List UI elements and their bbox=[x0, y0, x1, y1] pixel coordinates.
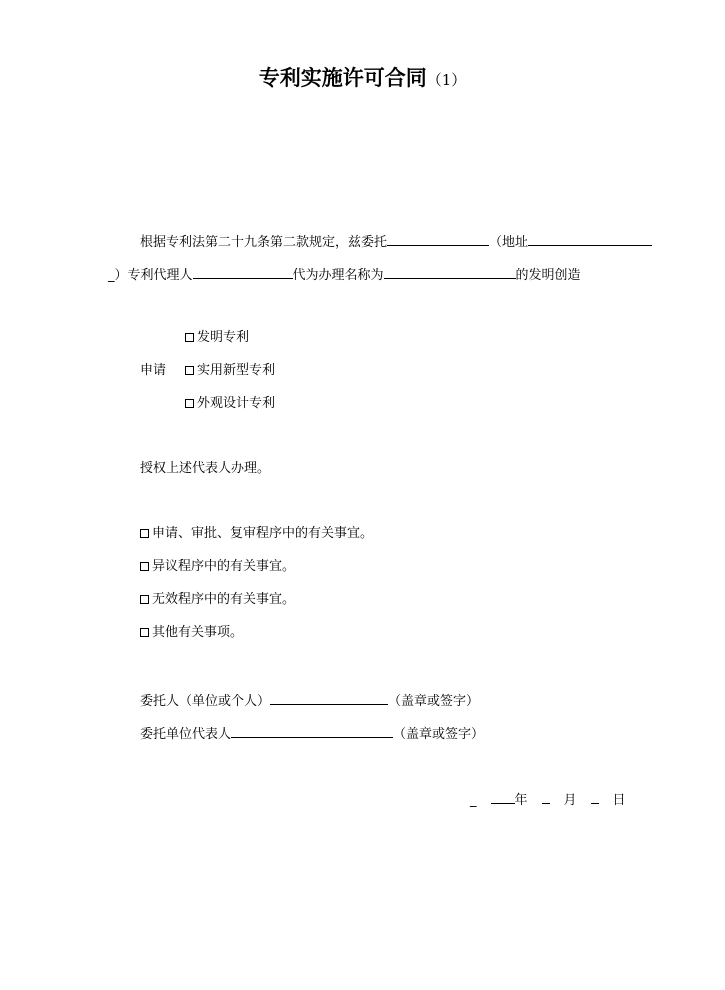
checkbox-icon[interactable] bbox=[140, 628, 149, 637]
year-blank[interactable] bbox=[491, 790, 515, 804]
matter-label: 申请、审批、复审程序中的有关事宜。 bbox=[152, 526, 374, 541]
title-main: 专利实施许可合同 bbox=[258, 65, 427, 90]
authorization-text: 授权上述代表人办理。 bbox=[140, 461, 271, 476]
principal-signature-blank[interactable] bbox=[270, 691, 388, 705]
agent-name-blank[interactable] bbox=[193, 265, 293, 279]
invention-name-blank[interactable] bbox=[384, 265, 516, 279]
matter-label: 其他有关事项。 bbox=[152, 625, 244, 640]
matter-review[interactable] bbox=[140, 527, 373, 540]
seal-note: （盖章或签字） bbox=[393, 727, 485, 742]
day-label: 日 bbox=[612, 793, 626, 808]
title-number: （1） bbox=[426, 71, 467, 89]
seal-note: （盖章或签字） bbox=[388, 694, 480, 709]
checkbox-icon[interactable] bbox=[185, 333, 194, 342]
matter-opposition[interactable] bbox=[140, 560, 295, 573]
invention-suffix: 的发明创造 bbox=[515, 268, 581, 283]
representative-signature-blank[interactable] bbox=[231, 724, 393, 738]
representative-label: 委托单位代表人 bbox=[140, 727, 232, 742]
year-label: 年 bbox=[514, 793, 528, 808]
matter-other[interactable] bbox=[140, 626, 243, 639]
delegation-text: 根据专利法第二十九条第二款规定，兹委托 bbox=[140, 235, 388, 250]
date-blank-lead: _ bbox=[470, 793, 477, 808]
paragraph-line-1 bbox=[140, 232, 652, 249]
signature-line-1 bbox=[140, 691, 479, 708]
option-invention[interactable] bbox=[185, 331, 249, 344]
invention-name-label: 代为办理名称为 bbox=[292, 268, 384, 283]
signature-line-2 bbox=[140, 724, 484, 741]
matter-label: 无效程序中的有关事宜。 bbox=[152, 592, 296, 607]
matter-label: 异议程序中的有关事宜。 bbox=[152, 559, 296, 574]
principal-label: 委托人（单位或个人） bbox=[140, 694, 271, 709]
paragraph-line-2 bbox=[108, 265, 581, 282]
checkbox-icon[interactable] bbox=[185, 366, 194, 375]
address-blank[interactable] bbox=[528, 232, 652, 246]
month-blank[interactable] bbox=[542, 790, 550, 804]
option-label: 发明专利 bbox=[197, 330, 250, 345]
checkbox-icon[interactable] bbox=[140, 595, 149, 604]
address-label: （地址 bbox=[489, 235, 529, 250]
apply-label: 申请 bbox=[140, 363, 167, 378]
option-design[interactable] bbox=[185, 397, 275, 410]
matter-invalidation[interactable] bbox=[140, 593, 295, 606]
option-utility-model[interactable] bbox=[185, 364, 275, 377]
option-label: 外观设计专利 bbox=[197, 396, 276, 411]
month-label: 月 bbox=[563, 793, 577, 808]
option-label: 实用新型专利 bbox=[197, 363, 276, 378]
document-title bbox=[0, 67, 725, 88]
agent-label: _）专利代理人 bbox=[108, 268, 193, 283]
checkbox-icon[interactable] bbox=[140, 562, 149, 571]
checkbox-icon[interactable] bbox=[185, 399, 194, 408]
checkbox-icon[interactable] bbox=[140, 529, 149, 538]
delegate-name-blank[interactable] bbox=[387, 232, 489, 246]
day-blank[interactable] bbox=[591, 790, 599, 804]
date-line bbox=[470, 790, 626, 807]
